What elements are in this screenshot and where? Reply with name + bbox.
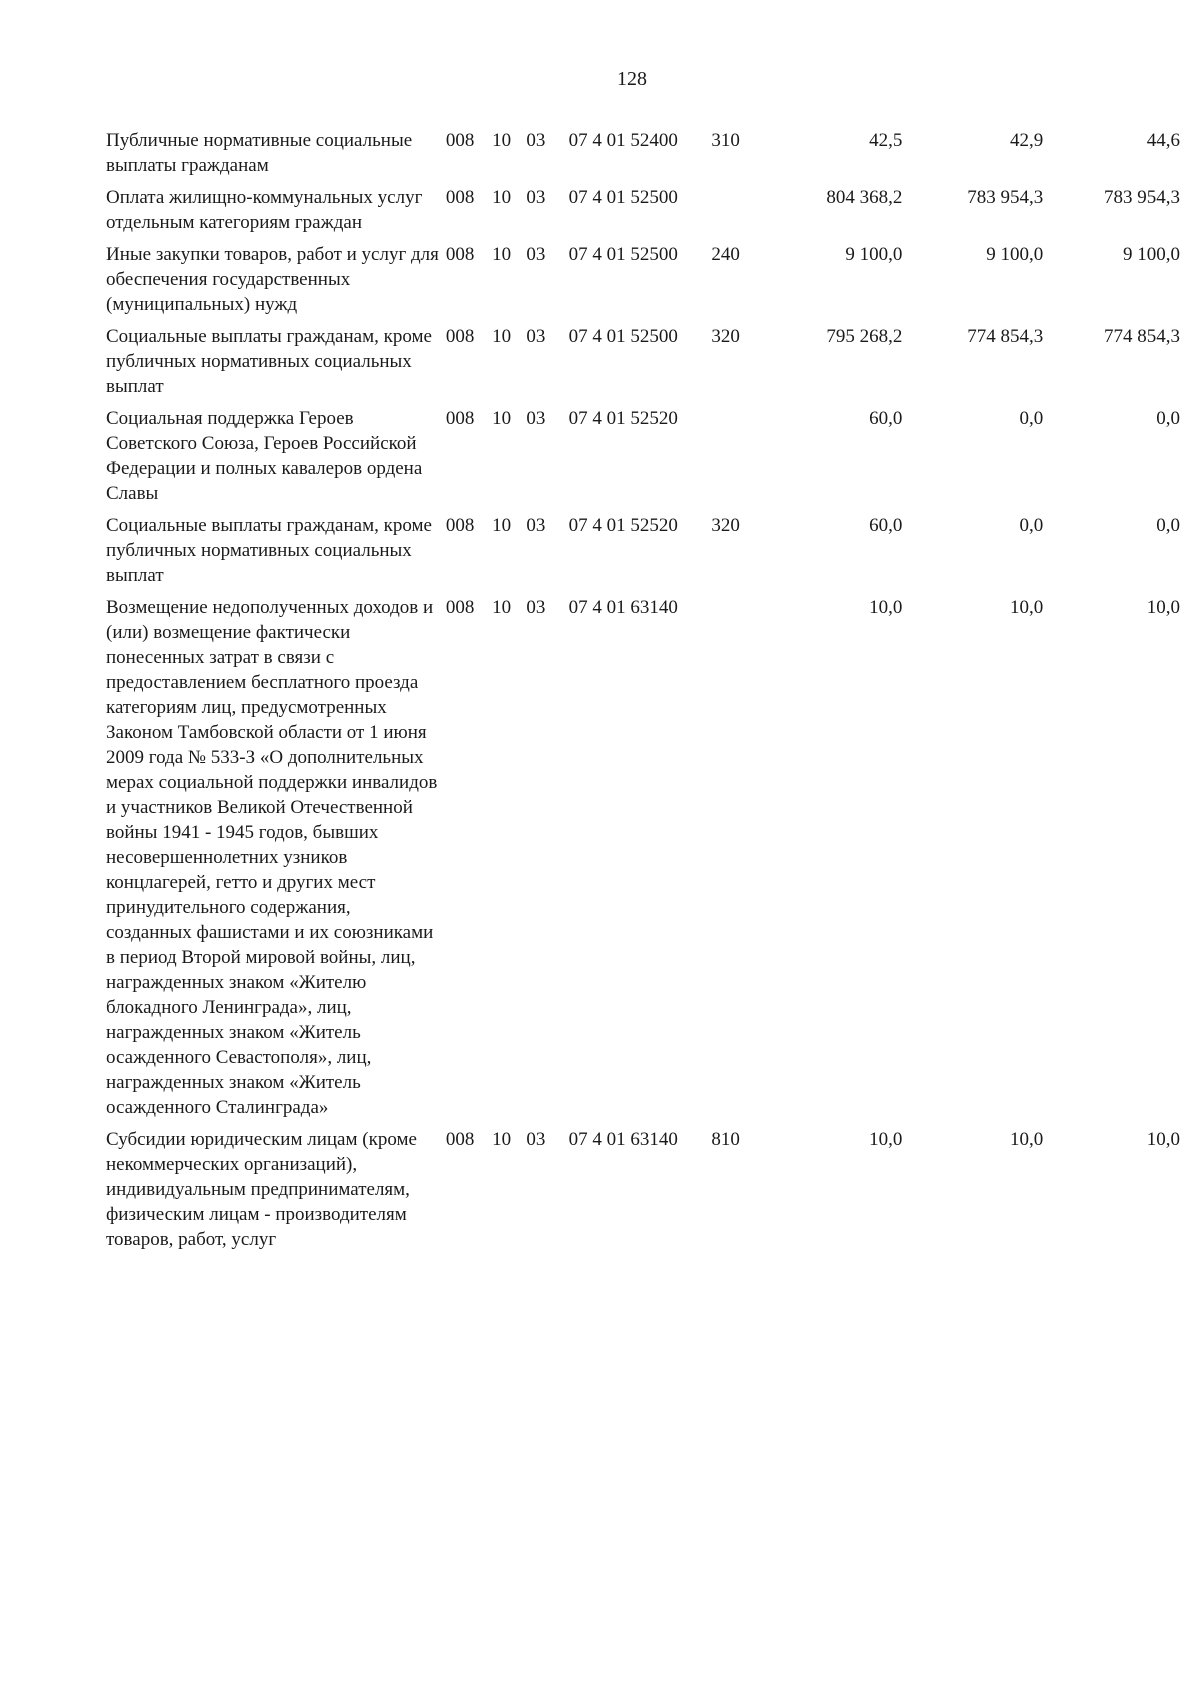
amount-year-1: 804 368,2 [826,187,903,208]
amount-year-2: 774 854,3 [967,326,1044,347]
ministry-code: 008 [445,597,475,618]
subsection-code: 03 [526,408,546,429]
expense-name: Оплата жилищно-коммунальных услуг отдельным категориям граждан [106,187,423,233]
amount-year-2: 0,0 [1019,515,1044,536]
ministry-code: 008 [445,326,475,347]
amount-year-2: 0,0 [1019,408,1044,429]
target-article-code: 07 4 01 63140 [568,597,678,618]
table-row [106,595,1180,1127]
amount-year-3: 0,0 [1156,408,1180,429]
target-article-code: 07 4 01 52520 [568,408,678,429]
expense-type-code [711,595,761,1127]
expense-type-code: 320 [711,326,740,347]
table-row [106,242,1180,324]
amount-year-3: 10,0 [1146,597,1180,618]
ministry-code: 008 [445,515,475,536]
expense-name: Возмещение недополученных доходов и (или) возмещение фактически понесенных затрат в связи с предоставлением бесплатного проезда категориям лиц, предусмотренных Законом Тамбовской области от 1 июня 2009 года № 533-З «О дополнительных мерах социальной поддержки инвалидов и участников Великой Отечественной войны 1941 - 1945 годов, бывших несовершеннолетних узников концлагерей, гетто и других мест принудительного содержания, созданных фашистами и их союзниками в период Второй мировой войны, лиц, награжденных знаком «Жителю блокадного Ленинграда», лиц, награжденных знаком «Житель осажденного Севастополя», лиц, награжденных знаком «Житель осажденного Сталинграда» [106,597,438,1118]
amount-year-3: 0,0 [1156,515,1180,536]
table-row [106,185,1180,242]
table-row [106,324,1180,406]
expense-name: Социальные выплаты гражданам, кроме публичных нормативных социальных выплат [106,515,432,586]
page-number: 128 [617,68,647,90]
ministry-code: 008 [445,187,475,208]
expense-type-code: 320 [711,515,740,536]
subsection-code: 03 [526,187,546,208]
section-code: 10 [492,1129,512,1150]
table-row [106,513,1180,595]
subsection-code: 03 [526,130,546,151]
section-code: 10 [492,597,512,618]
budget-table [106,128,1180,1259]
table-row [106,128,1180,185]
section-code: 10 [492,187,512,208]
amount-year-3: 44,6 [1146,130,1180,151]
amount-year-2: 10,0 [1009,597,1044,618]
subsection-code: 03 [526,244,546,265]
amount-year-2: 42,9 [1009,130,1044,151]
target-article-code: 07 4 01 52500 [568,244,678,265]
section-code: 10 [492,130,512,151]
amount-year-2: 10,0 [1009,1129,1044,1150]
amount-year-1: 60,0 [869,408,903,429]
amount-year-1: 10,0 [869,1129,903,1150]
amount-year-1: 60,0 [869,515,903,536]
expense-type-code: 310 [711,130,740,151]
ministry-code: 008 [445,130,475,151]
expense-type-code [711,406,761,513]
subsection-code: 03 [526,515,546,536]
amount-year-2: 783 954,3 [967,187,1044,208]
ministry-code: 008 [445,408,475,429]
target-article-code: 07 4 01 52400 [568,130,678,151]
section-code: 10 [492,326,512,347]
amount-year-1: 10,0 [869,597,903,618]
section-code: 10 [492,408,512,429]
expense-type-code [711,185,761,242]
amount-year-1: 9 100,0 [845,244,903,265]
target-article-code: 07 4 01 52500 [568,187,678,208]
table-body [106,128,1180,1259]
amount-year-1: 42,5 [869,130,903,151]
ministry-code: 008 [445,1129,475,1150]
subsection-code: 03 [526,1129,546,1150]
subsection-code: 03 [526,326,546,347]
amount-year-3: 774 854,3 [1104,326,1180,347]
expense-name: Иные закупки товаров, работ и услуг для обеспечения государственных (муниципальных) нужд [106,244,439,315]
subsection-code: 03 [526,597,546,618]
amount-year-1: 795 268,2 [826,326,903,347]
target-article-code: 07 4 01 52520 [568,515,678,536]
target-article-code: 07 4 01 63140 [568,1129,678,1150]
amount-year-3: 9 100,0 [1123,244,1180,265]
expense-type-code: 810 [711,1129,740,1150]
expense-name: Социальная поддержка Героев Советского Союза, Героев Российской Федерации и полных кавалеров ордена Славы [106,408,423,504]
amount-year-3: 10,0 [1146,1129,1180,1150]
amount-year-2: 9 100,0 [986,244,1044,265]
expense-type-code: 240 [711,244,740,265]
section-code: 10 [492,244,512,265]
expense-name: Публичные нормативные социальные выплаты гражданам [106,130,413,176]
expense-name: Субсидии юридическим лицам (кроме некоммерческих организаций), индивидуальным предпринимателям, физическим лицам - производителям товаров, работ, услуг [106,1129,417,1250]
amount-year-3: 783 954,3 [1104,187,1180,208]
table-row [106,1127,1180,1259]
target-article-code: 07 4 01 52500 [568,326,678,347]
section-code: 10 [492,515,512,536]
ministry-code: 008 [445,244,475,265]
expense-name: Социальные выплаты гражданам, кроме публичных нормативных социальных выплат [106,326,432,397]
table-row [106,406,1180,513]
